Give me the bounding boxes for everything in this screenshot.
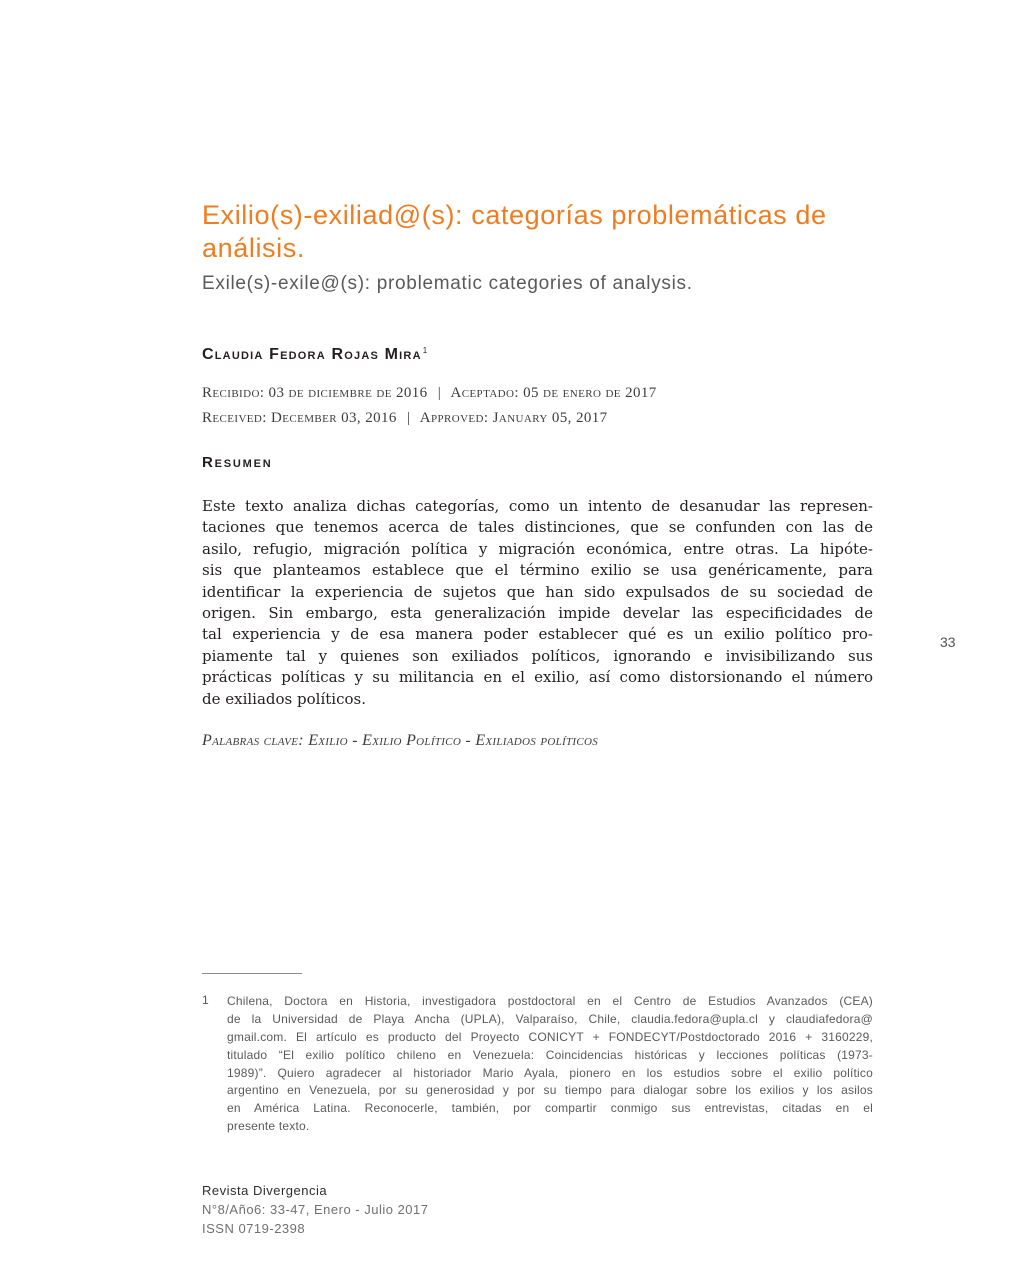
footnote-line: gmail.com. El artículo es producto del Proyecto CONICYT + FONDECYT/Postdoctorado 2016 + 3160229, (227, 1029, 873, 1044)
article-subtitle: Exile(s)-exile@(s): problematic categories of analysis. (202, 273, 693, 294)
keyword-separator: - (461, 732, 476, 749)
abstract-line: taciones que tenemos acerca de tales distinciones, que se confunden con las de (202, 518, 873, 537)
abstract-line: de exiliados políticos. (202, 689, 366, 708)
footnote-line: Chilena, Doctora en Historia, investigadora postdoctoral en el Centro de Estudios Avanzados (CEA) (227, 994, 873, 1008)
keyword-item: Exilio (308, 732, 348, 749)
abstract-body (202, 496, 873, 710)
received-label-en: Received: (202, 410, 267, 426)
keywords-label: Palabras clave: (202, 732, 304, 749)
dates-english (202, 410, 608, 427)
accepted-date-es: 05 de enero de 2017 (523, 385, 657, 401)
abstract-line: piamente tal y quienes son exiliados políticos, ignorando e invisibilizando sus (202, 646, 873, 665)
keyword-separator: - (347, 732, 363, 749)
abstract-line: Este texto analiza dichas categorías, como un intento de desanudar las represen- (202, 497, 873, 515)
footnote-line: argentino en Venezuela, por su generosidad y por su tiempo para dialogar sobre los exilios y los asilos (227, 1083, 873, 1098)
page-number: 33 (940, 634, 956, 650)
keyword-item: Exilio Político (362, 732, 462, 749)
keyword-item: Exiliados políticos (475, 732, 599, 749)
approved-label-en: Approved: (419, 410, 489, 426)
date-separator: | (406, 410, 411, 426)
footnote-text (227, 993, 873, 1136)
abstract-line: identificar la experiencia de sujetos que han sido expulsados de su sociedad de (202, 582, 873, 601)
approved-date-en: January 05, 2017 (492, 410, 608, 426)
footnote-line: de la Universidad de Playa Ancha (UPLA), Valparaíso, Chile, claudia.fedora@upla.cl y claudiafedora@ (227, 1011, 873, 1026)
keywords (202, 732, 598, 750)
accepted-label-es: Aceptado: (450, 385, 519, 401)
article-title: Exilio(s)-exiliad@(s): categorías problemáticas de análisis. (202, 200, 827, 263)
journal-issue: N°8/Año6: 33-47, Enero - Julio 2017 (202, 1202, 429, 1217)
abstract-line: origen. Sin embargo, esta generalización impide develar las especificidades de (202, 603, 873, 622)
abstract-line: prácticas políticas y su militancia en el exilio, así como distorsionando el número (202, 668, 873, 687)
received-date-es: 03 de diciembre de 2016 (268, 385, 428, 401)
footnote-line: 1989)”. Quiero agradecer al historiador Mario Ayala, pionero en los estudios sobre el exilio político (227, 1065, 873, 1080)
received-date-en: December 03, 2016 (270, 410, 397, 426)
footnote-line: presente texto. (227, 1119, 310, 1134)
journal-info (202, 1181, 429, 1238)
author-line (202, 346, 428, 364)
footnote-divider (202, 973, 302, 974)
footnote-line: titulado “El exilio político chileno en Venezuela: Coincidencias históricas y lecciones políticas (1973- (227, 1047, 873, 1062)
abstract-line: asilo, refugio, migración política y migración económica, entre otras. La hipóte- (202, 539, 873, 558)
footnote-number: 1 (202, 993, 209, 1007)
journal-name: Revista Divergencia (202, 1183, 328, 1198)
abstract-line: tal experiencia y de esa manera poder establecer qué es un exilio político pro- (202, 625, 873, 644)
abstract-line: sis que planteamos establece que el término exilio se usa genéricamente, para (202, 561, 873, 580)
dates-spanish (202, 385, 657, 402)
journal-issn: ISSN 0719-2398 (202, 1221, 306, 1236)
abstract-heading: Resumen (202, 454, 273, 471)
footnote-line: en América Latina. Reconocerle, también, por compartir conmigo sus entrevistas, citadas en el (227, 1101, 873, 1116)
date-separator: | (437, 385, 442, 401)
author-footnote-ref[interactable]: 1 (422, 346, 429, 355)
received-label-es: Recibido: (202, 385, 265, 401)
author-name: Claudia Fedora Rojas Mira (202, 346, 422, 363)
